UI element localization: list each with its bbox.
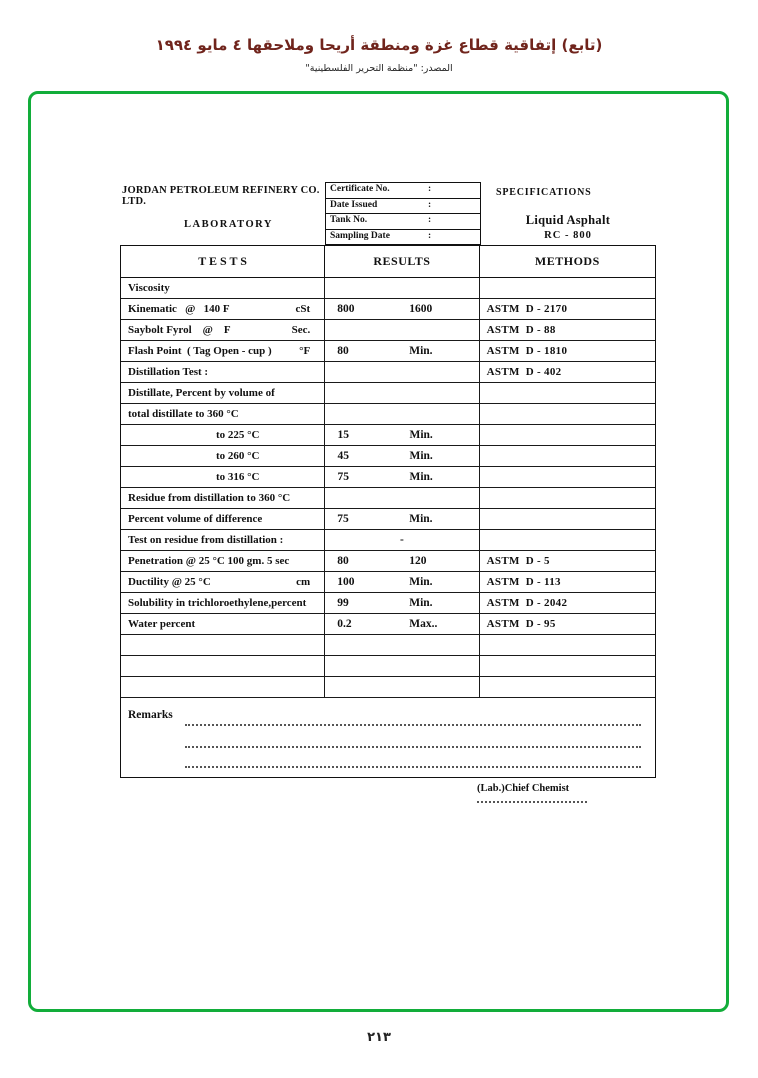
methods-cell: ASTM D - 5: [480, 551, 655, 572]
result-value-2: Min.: [409, 429, 433, 441]
sampling-date-field: [326, 229, 480, 245]
methods-cell: [480, 488, 655, 509]
test-cell: [121, 677, 325, 698]
test-name: Ductility @ 25 °C: [128, 576, 211, 588]
tests-column-header: T E S T S: [121, 246, 325, 278]
methods-cell: [480, 404, 655, 425]
methods-cell: [480, 635, 655, 656]
test-name: Distillation Test :: [128, 366, 209, 378]
results-cell: [325, 635, 479, 656]
table-row: [121, 656, 655, 677]
colon: :: [428, 184, 432, 194]
table-row: [121, 593, 655, 614]
remarks-section: [121, 698, 655, 777]
test-cell: [121, 635, 325, 656]
test-name: Penetration @ 25 °C 100 gm. 5 sec: [128, 555, 290, 567]
table-rows: [121, 278, 655, 698]
test-cell: [121, 656, 325, 677]
result-value-2: Min.: [409, 576, 433, 588]
results-cell: -: [325, 530, 479, 551]
methods-cell: ASTM D - 2170: [480, 299, 655, 320]
result-value-1: 80: [337, 555, 349, 567]
result-value-1: 80: [337, 345, 349, 357]
results-cell: [325, 446, 479, 467]
table-row: [121, 383, 655, 404]
certificate-no-field: [326, 183, 480, 198]
date-issued-label: Date Issued: [330, 199, 378, 210]
methods-cell: ASTM D - 402: [480, 362, 655, 383]
results-column-header: RESULTS: [325, 246, 479, 278]
table-row: [121, 341, 655, 362]
test-name: Solubility in trichloroethylene,percent: [128, 597, 307, 609]
test-name: Saybolt Fyrol @ F: [128, 324, 231, 336]
results-cell: [325, 593, 479, 614]
result-value-2: Min.: [409, 471, 433, 483]
colon: :: [428, 230, 432, 241]
table-row: [121, 488, 655, 509]
test-cell: [121, 530, 325, 551]
methods-cell: ASTM D - 2042: [480, 593, 655, 614]
test-name: Residue from distillation to 360 °C: [128, 492, 291, 504]
test-name: Flash Point ( Tag Open - cup ): [128, 345, 272, 357]
table-row: [121, 467, 655, 488]
results-cell: [325, 383, 479, 404]
page-number: ٢١٣: [367, 1030, 391, 1045]
result-value-2: Min.: [409, 450, 433, 462]
table-header-row: [121, 246, 655, 278]
test-name: to 316 °C: [216, 471, 260, 483]
product-grade: RC - 800: [544, 230, 592, 241]
test-cell: [121, 614, 325, 635]
methods-cell: ASTM D - 1810: [480, 341, 655, 362]
signature-label: (Lab.)Chief Chemist: [477, 783, 570, 794]
methods-column-header: METHODS: [480, 246, 655, 278]
remarks-label: Remarks: [128, 709, 173, 721]
table-row: [121, 614, 655, 635]
table-row: [121, 404, 655, 425]
results-cell: [325, 278, 479, 299]
remarks-line: [185, 746, 641, 748]
test-cell: [121, 383, 325, 404]
test-cell: [121, 299, 325, 320]
table-row: [121, 530, 655, 551]
test-cell: [121, 467, 325, 488]
test-name: Test on residue from distillation :: [128, 534, 284, 546]
methods-cell: [480, 446, 655, 467]
test-name: Percent volume of difference: [128, 513, 263, 525]
colon: :: [428, 199, 432, 210]
result-value-2: Min.: [409, 345, 433, 357]
test-cell: [121, 341, 325, 362]
table-row: [121, 278, 655, 299]
test-results-table: [120, 245, 656, 778]
methods-cell: ASTM D - 88: [480, 320, 655, 341]
result-value-1: 45: [337, 450, 349, 462]
test-cell: [121, 509, 325, 530]
result-value-2: Min.: [409, 597, 433, 609]
result-value-1: 100: [337, 576, 355, 588]
remarks-line: [185, 724, 641, 726]
result-value-1: 75: [337, 513, 349, 525]
table-row: [121, 446, 655, 467]
test-cell: [121, 320, 325, 341]
certificate-no-label: Certificate No.: [330, 184, 390, 194]
results-cell: [325, 362, 479, 383]
results-cell: [325, 404, 479, 425]
results-cell: [325, 551, 479, 572]
table-row: [121, 572, 655, 593]
test-unit: Sec.: [291, 324, 311, 336]
company-name: JORDAN PETROLEUM REFINERY CO. LTD.: [122, 185, 320, 207]
test-cell: [121, 404, 325, 425]
department-name: LABORATORY: [184, 219, 273, 230]
certificate-info-box: [325, 182, 481, 245]
test-name: Viscosity: [128, 282, 170, 294]
result-value-2: 120: [409, 555, 427, 567]
remarks-line: [185, 766, 641, 768]
test-name: to 260 °C: [216, 450, 260, 462]
result-value-1: 99: [337, 597, 349, 609]
results-cell: [325, 509, 479, 530]
arabic-source-line: المصدر: "منظمة التحرير الفلسطينية": [305, 63, 453, 74]
tank-no-field: [326, 213, 480, 229]
methods-cell: [480, 656, 655, 677]
results-cell: [325, 614, 479, 635]
result-value-1: 75: [337, 471, 349, 483]
methods-cell: [480, 467, 655, 488]
result-value-2: Min.: [409, 513, 433, 525]
test-cell: [121, 572, 325, 593]
arabic-title: (تابع) إتفاقية قطاع غزة ومنطقة أريحا وملاحقها ٤ مايو ١٩٩٤: [155, 36, 603, 54]
table-row: [121, 299, 655, 320]
table-row: [121, 362, 655, 383]
test-unit: cm: [296, 576, 311, 588]
test-cell: [121, 488, 325, 509]
test-unit: °F: [299, 345, 311, 357]
results-cell: [325, 677, 479, 698]
results-cell: [325, 488, 479, 509]
test-cell: [121, 593, 325, 614]
results-cell: [325, 467, 479, 488]
methods-cell: [480, 278, 655, 299]
table-row: [121, 509, 655, 530]
table-row: [121, 320, 655, 341]
methods-cell: [480, 383, 655, 404]
test-name: Kinematic @ 140 F: [128, 303, 230, 315]
methods-cell: ASTM D - 113: [480, 572, 655, 593]
table-row: [121, 677, 655, 698]
table-row: [121, 551, 655, 572]
results-cell: [325, 572, 479, 593]
test-cell: [121, 551, 325, 572]
methods-cell: [480, 425, 655, 446]
table-row: [121, 635, 655, 656]
sampling-date-label: Sampling Date: [330, 230, 390, 241]
test-unit: cSt: [295, 303, 311, 315]
result-value-1: 0.2: [337, 618, 352, 630]
test-name: to 225 °C: [216, 429, 260, 441]
date-issued-field: [326, 198, 480, 214]
methods-cell: [480, 509, 655, 530]
results-cell: [325, 341, 479, 362]
test-cell: [121, 362, 325, 383]
methods-cell: ASTM D - 95: [480, 614, 655, 635]
product-name: Liquid Asphalt: [525, 213, 611, 227]
specifications-title: SPECIFICATIONS: [496, 187, 592, 198]
test-name: Water percent: [128, 618, 196, 630]
results-cell: [325, 656, 479, 677]
test-cell: [121, 278, 325, 299]
test-name: total distillate to 360 °C: [128, 408, 239, 420]
result-value-2: 1600: [409, 303, 433, 315]
results-cell: [325, 320, 479, 341]
results-cell: [325, 299, 479, 320]
methods-cell: [480, 677, 655, 698]
result-value-1: 800: [337, 303, 355, 315]
test-name: Distillate, Percent by volume of: [128, 387, 275, 399]
result-value-1: 15: [337, 429, 349, 441]
methods-cell: [480, 530, 655, 551]
test-cell: [121, 425, 325, 446]
table-row: [121, 425, 655, 446]
results-cell: [325, 425, 479, 446]
signature-line: [477, 801, 587, 803]
result-value-2: Max..: [409, 618, 438, 630]
tank-no-label: Tank No.: [330, 215, 368, 225]
test-cell: [121, 446, 325, 467]
colon: :: [428, 215, 432, 225]
